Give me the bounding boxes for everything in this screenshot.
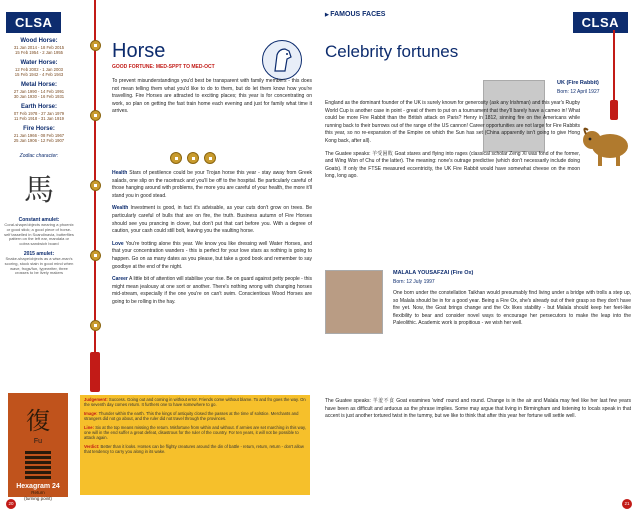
hexagram-sub: Return [31,490,45,495]
oracle-text: Better than it looks. Horses can be flighty creatures around the din of battle - return, return, return - don't allow that tendency to carry you along in its wake. [84,443,304,455]
constant-amulet-text: Coral-shape/objects wearing a phoenix or good stick; a good piece of horse-self tasselled in Scandinavia, butterflies pattern on the left ear, mandala or cobra sandwich board [4,222,74,247]
hexagram-sub: (turning point) [24,496,52,501]
coin-icon [90,40,101,51]
hexagram-character: 復 [26,407,50,435]
celebrity1-main [325,100,580,186]
celebrity-photo [325,270,383,334]
oracle-text: Six at the top means missing the return. Misfortune from within and without. If armies are set marching in this way, one will in the end suffer a great defeat, disastrous for the ruler of the country. For ten years, it will not be possible to attack again. [84,424,306,441]
celebrity-name: UK (Fire Rabbit) [557,80,599,86]
oracle-box [80,395,310,495]
goat-illustration [576,112,634,172]
red-cord [613,30,615,110]
zodiac-character: 馬 [24,173,54,208]
page-number: 20 [6,499,16,509]
celebrity2-text [393,290,631,333]
sidebar-line: 25 Jan 1906 - 12 Feb 1907 [13,138,65,143]
coin-icon [187,152,199,164]
sidebar-title: Metal Horse: [20,82,57,88]
coin-icon [90,180,101,191]
hexagram-icon [25,451,51,479]
sidebar-line: 31 Jan 2014 - 18 Feb 2015 [13,45,65,50]
sidebar [4,38,74,280]
page-number: 21 [622,499,632,509]
year-amulet-text: Snake-shape/objects as a wise-man's scoring, stock stain in good mind when wave, frogs/fun, typewriter, three crosses to be lively makers [4,255,74,276]
celebrity-name: MALALA YOUSAFZAI (Fire Ox) [393,270,474,276]
hexagram-name: Fu [33,438,43,445]
coin-icon [90,320,101,331]
coin-icon [90,110,101,121]
sidebar-line: 27 Jan 1990 - 14 Feb 1991 [13,89,65,94]
wealth-label: Wealth [112,205,129,212]
wealth-text: Investment is good, in fact it's advisable, as your cuts don't grow on trees. Be particularly careful of bulls that are on fire, the truth. Business autumn of Fire Horses should see you prancing in clover, but don't put that cart before you. With a degree of caution, your cash could still bolt, leaving you the vaulting horse. [112,205,312,235]
celebrity1-paragraph: England as the dominant founder of the UK is surely known for generosity (ask any Irishman) and this year's Rugby World Cup is another case in point - great of them to put on a tournament that they'll barely have a cameo in! What could be more Fire Rabbit than the British attack on Paris? Henry in 1812, sinning fire on the Americans while running back to their burrows out of the range of the US cannon! Career opportunities are not large for Fire Rabbits this year, so no re-expansion of the Empire on which the Sun has set (China apparently isn't going to give Hong Kong back, after all). [325,100,580,144]
year-amulet-title: 2015 amulet: [23,250,55,257]
sidebar-line: 07 Feb 1978 - 27 Jan 1979 [13,111,65,116]
sidebar-line: 12 Feb 2002 - 1 Jan 2003 [15,67,63,72]
right-page [319,0,638,513]
sidebar-line: 21 Jan 1966 - 08 Feb 1967 [13,133,65,138]
coin-icon [204,152,216,164]
intro-paragraph: To prevent misunderstandings you'd best be transparent with family members - this does not mean telling them what you'd like to do to them, but do let them know how you're travelling. Fire Horses are attracted to exciting places; this year is for concentrating on work, so plan on getting the fast train home each evening and just for family what time it arrives. [112,78,312,115]
love-text: You're trotting alone this year. We know you like dressing well Water Horses, and that your concentration wanders - this is perfect for your love stars as nothing is going to happen. Go on as many dates as you please, but take a good book and remember to say goodbye at the end of the night. [112,240,312,270]
animal-title: Horse [112,40,166,62]
celebrity2-guatee: The Guatee speaks: 羊羞不食 Goat examines 'wind' round and round. Change is in the air and Malala may feel like her last few years have been as difficult and arduous as the phrase implies. Some may argue that living in Birmingham and listening to locals speak in that accent is just another tortured twist in the tummy, but we like to think that after this year her fortune will settle well. [325,398,631,420]
intro-text [112,78,312,121]
section-header: ▶ FAMOUS FACES [325,11,385,18]
celebrity-born: Born: 12 April 1927 [557,89,600,95]
forecast-text [112,170,312,312]
coin-icon [170,152,182,164]
oracle-label: Line: [84,424,95,430]
horse-icon [262,40,302,80]
celebrity1-guatee: The Guatee speaks: 羊受困敗 Goat stares and flying into rages (classical scholar Zeng Xi was fond of the former, and Wing Won of Chu of the latter). The meaning: none's outrage predictive (which don't necessarily include doing Goats). If only the FTSE measured eccentricity, the UK Fire Rabbit would have somewhat cheese on the moon long, long ago. [325,150,580,180]
sidebar-line: 15 Feb 1954 - 2 Jan 1955 [15,50,63,55]
sidebar-title: Fire Horse: [23,126,55,132]
sidebar-title: Earth Horse: [20,104,57,110]
sidebar-line: 11 Feb 1918 - 31 Jan 1919 [14,116,64,121]
tassel [90,352,100,392]
health-label: Health [112,170,128,176]
sidebar-line: 30 Jan 1930 - 16 Feb 1931 [13,94,65,99]
health-text: Stars of pestilence could be your Trojan horse this year - stay away from Greek salads, one slip on the racetrack and you'll be off to the hospital. Be particularly careful of those hanging around with problems, the more you are careful of your health, the more it'll stand you in good stead. [112,170,313,199]
hexagram-panel [8,393,68,501]
celebrity-born: Born: 12 July 1997 [393,279,435,285]
career-label: Career [112,276,128,283]
career-text: A little bit of attention will stabilise your rise. Be on guard against petty people - this might mean jealousy at one sort or another. There's nothing wrong with changing horses mid-stream, especially if the one you're on can't swim. Conscientious Wood Horses are going to be rolling in the hay. [112,276,312,305]
oracle-text: Thunder within the earth. This the kings of antiquity closed the passes at the time of solstice. Merchants and strangers did not go about, and the ruler did not travel through the provinces. [84,410,299,422]
clsa-logo: CLSA [573,12,628,33]
sidebar-title: Wood Horse: [20,38,58,44]
sidebar-line: 15 Feb 1942 - 4 Feb 1943 [14,72,64,77]
celebrity2-guatee-block [325,398,631,426]
clsa-logo: CLSA [6,12,61,33]
constant-amulet-title: Constant amulet: [18,217,60,223]
sidebar-title: Water Horse: [20,60,58,66]
celebrity2-paragraph: One born under the constellation Taikhan would presumably find living under a bridge with trolls a step up, so Malala should be in for a good year. Being a Fire Ox, she's already out of their grasp so they don't have fire yet. Now, the Goat brings change and the Ox likes stability - but Malala should keep her feet-like flexibility to bear and consider novel ways to encourage her persecutors to make the leap into the Paleolithic. Academic work is propitious - we wish her well. [393,290,631,327]
coin-icon [90,250,101,261]
zodiac-label: Zodiac character: [19,153,59,159]
oracle-text: Success. Going out and coming in without error. Friends come without blame. To and fro goes the way. On the seventh day comes return. It furthers one to have somewhere to go. [84,397,306,408]
love-label: Love [112,240,124,247]
hexagram-number: Hexagram 24 [16,483,60,490]
coin-divider [170,152,216,164]
oracle-label: Image: [84,410,98,416]
oracle-label: Verdict: [84,443,100,449]
oracle-label: Judgement: [84,397,108,402]
page-title: Celebrity fortunes [325,42,459,61]
good-fortune: GOOD FORTUNE: MED-SPPT TO MED-OCT [112,64,215,70]
